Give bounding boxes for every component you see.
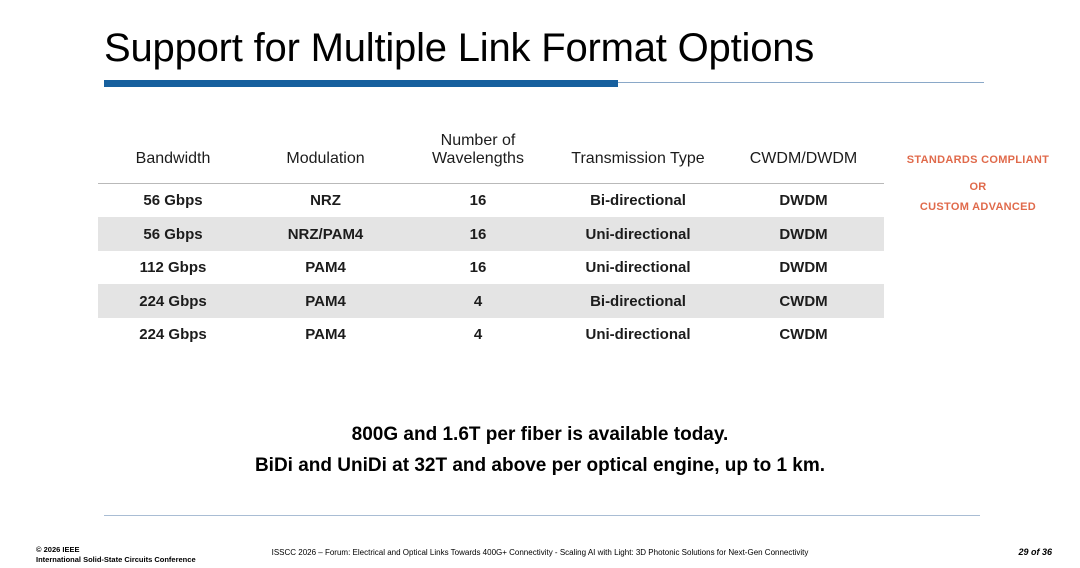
cell-wavelengths: 16	[469, 192, 487, 210]
column-header-wavelengths	[403, 128, 553, 183]
table-header-row	[98, 128, 884, 183]
side-note-line-2: OR	[969, 181, 987, 194]
footer-page-number: 29 of 36	[1018, 547, 1052, 557]
cell-wdm: DWDM	[779, 225, 828, 243]
cell-bandwidth: 112 Gbps	[139, 259, 207, 277]
cell-bandwidth: 224 Gbps	[139, 292, 207, 310]
title-accent-bar	[104, 80, 618, 87]
column-header-cwdm-dwdm: CWDM/DWDM	[749, 150, 858, 168]
side-note	[890, 152, 1066, 216]
side-note-line-3: CUSTOM ADVANCED	[919, 201, 1037, 214]
cell-modulation: PAM4	[305, 292, 346, 310]
cell-modulation: NRZ	[310, 192, 341, 210]
cell-wavelengths: 4	[473, 326, 483, 344]
cell-wdm: DWDM	[779, 259, 828, 277]
summary-line-2: BiDi and UniDi at 32T and above per optical engine, up to 1 km.	[254, 454, 826, 476]
cell-transmission: Uni-directional	[585, 225, 691, 243]
cell-wavelengths: 4	[473, 292, 483, 310]
column-header-wavelengths-line1: Number of	[440, 132, 516, 149]
cell-bandwidth: 56 Gbps	[143, 192, 203, 210]
table-row	[98, 318, 884, 352]
cell-transmission: Bi-directional	[590, 292, 686, 310]
column-header-modulation: Modulation	[286, 150, 365, 168]
column-header-transmission-type: Transmission Type	[571, 150, 705, 168]
table-row	[98, 251, 884, 285]
table-row	[98, 217, 884, 251]
link-format-table	[98, 128, 884, 351]
summary-line-1: 800G and 1.6T per fiber is available today.	[351, 424, 729, 445]
table-row	[98, 183, 884, 217]
column-header-wavelengths-line2: Wavelengths	[432, 150, 524, 168]
footer-session-title: ISSCC 2026 – Forum: Electrical and Optical Links Towards 400G+ Connectivity - Scaling AI with Light: 3D Photonic Solutions for Next-Gen Connectivity	[271, 548, 809, 557]
cell-bandwidth: 56 Gbps	[143, 225, 203, 243]
cell-transmission: Bi-directional	[590, 192, 686, 210]
cell-modulation: PAM4	[305, 259, 346, 277]
cell-wdm: CWDM	[779, 326, 828, 344]
footer-conference-name: International Solid-State Circuits Conference	[36, 555, 196, 565]
cell-transmission: Uni-directional	[585, 326, 691, 344]
column-header-bandwidth: Bandwidth	[135, 150, 211, 168]
cell-transmission: Uni-directional	[585, 259, 691, 277]
summary-text	[0, 420, 1080, 482]
page-title: Support for Multiple Link Format Options	[104, 26, 815, 70]
cell-wavelengths: 16	[469, 259, 487, 277]
cell-wdm: DWDM	[779, 192, 828, 210]
cell-modulation: PAM4	[305, 326, 346, 344]
cell-wavelengths: 16	[469, 225, 487, 243]
footer-divider	[104, 515, 980, 516]
footer-copyright: © 2026 IEEE	[36, 545, 80, 554]
cell-modulation: NRZ/PAM4	[287, 225, 364, 243]
cell-bandwidth: 224 Gbps	[139, 326, 207, 344]
cell-wdm: CWDM	[779, 292, 828, 310]
table-row	[98, 284, 884, 318]
side-note-line-1: STANDARDS COMPLIANT	[906, 154, 1050, 166]
